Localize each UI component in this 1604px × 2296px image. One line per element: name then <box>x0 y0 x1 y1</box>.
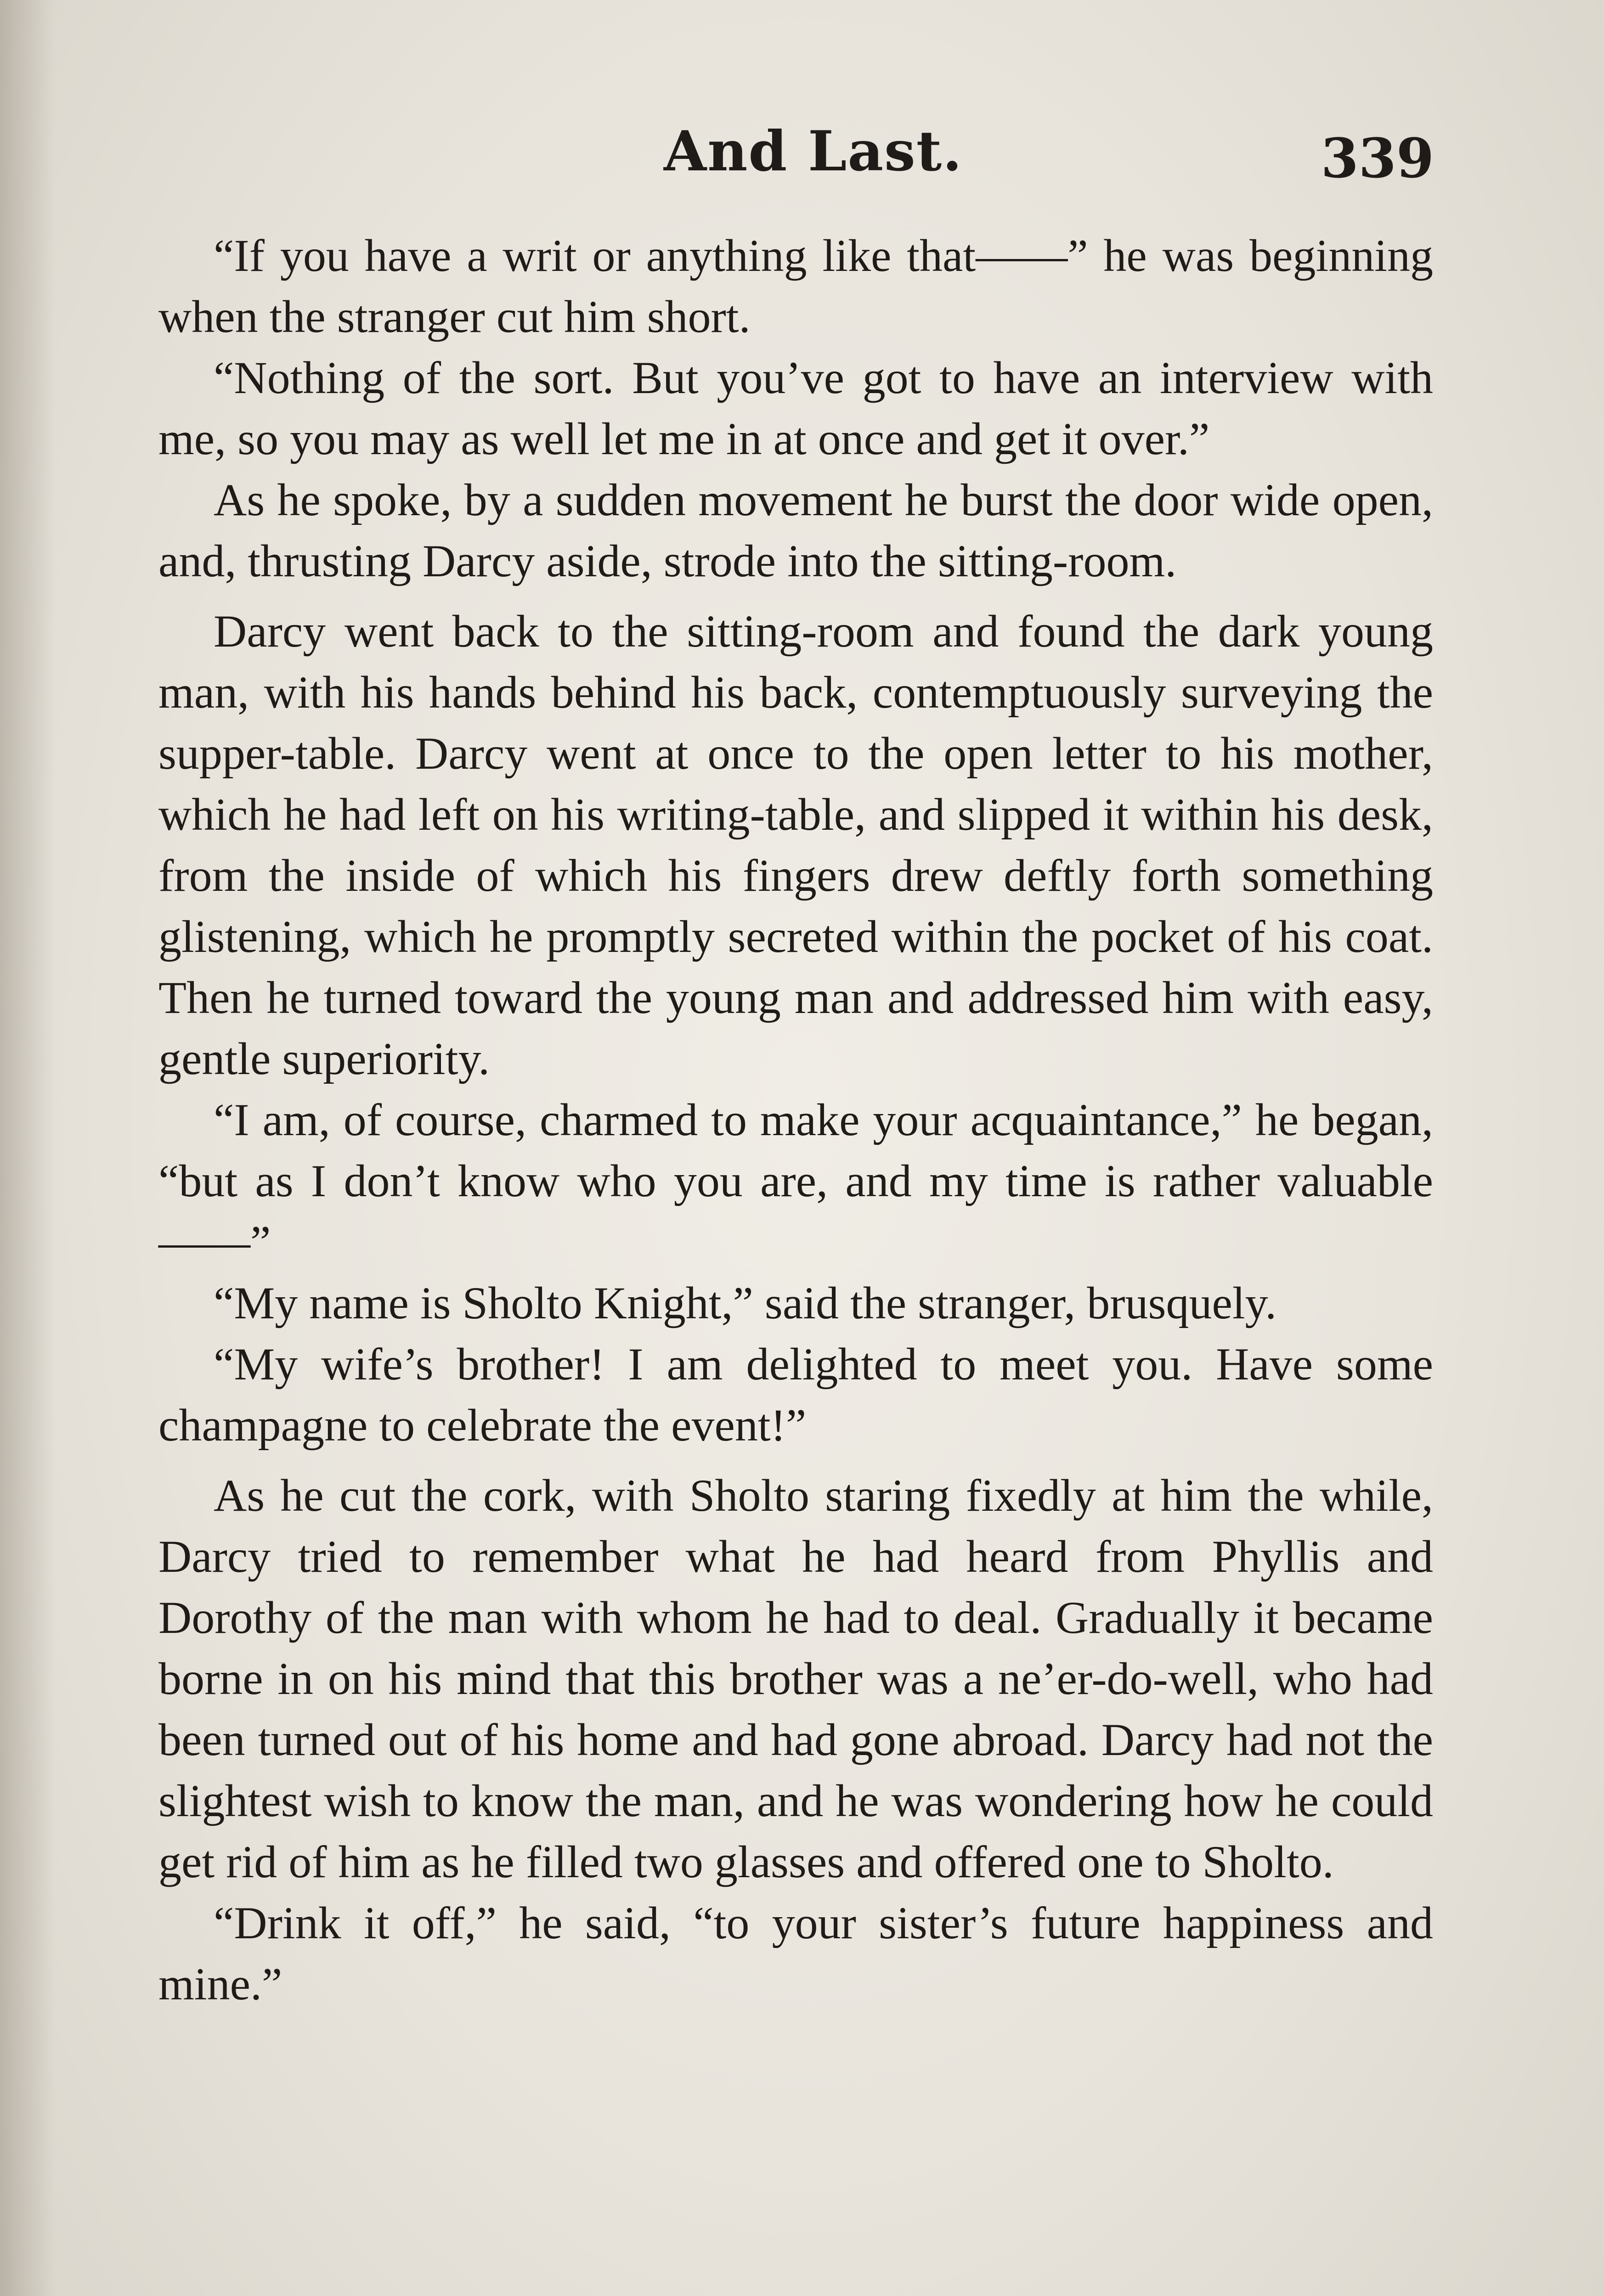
paragraph: As he cut the cork, with Sholto staring fixedly at him the while, Darcy tried to remember what he had heard from Phyllis and Dorothy of the man with whom he had to deal. Gradually it became borne in on his mind that this brother was a ne’er-do-well, who had been turned out of his home and had gone abroad. Darcy had not the slightest wish to know the man, and he was wondering how he could get rid of him as he filled two glasses and offered one to Sholto. <box>158 1470 1433 1887</box>
paragraph: As he spoke, by a sudden movement he burst the door wide open, and, thrusting Darcy aside, strode into the sitting-room. <box>158 474 1433 586</box>
paragraph: “Drink it off,” he said, “to your sister’s future happiness and mine.” <box>158 1897 1433 2009</box>
paragraph: Darcy went back to the sitting-room and found the dark young man, with his hands behind his back, contemptuously surveying the supper-table. Darcy went at once to the open letter to his mother, which he had left on his writing-table, and slipped it within his desk, from the inside of which his fingers drew deftly forth something glistening, which he promptly secreted within the pocket of his coat. Then he turned toward the young man and addressed him with easy, gentle superiority. <box>158 606 1433 1084</box>
paragraph: “I am, of course, charmed to make your acquaintance,” he began, “but as I don’t know who you are, and my time is rather valuable——” <box>158 1094 1433 1267</box>
page-number: 339 <box>1321 126 1434 190</box>
chapter-title: And Last. <box>664 119 963 184</box>
paragraph: “My wife’s brother! I am delighted to meet you. Have some champagne to celebrate the event!” <box>158 1339 1433 1451</box>
paragraph: “Nothing of the sort. But you’ve got to have an interview with me, so you may as well let me in at once and get it over.” <box>158 352 1433 464</box>
page-edge-shadow <box>0 0 55 2296</box>
paragraph: “If you have a writ or anything like that——” he was beginning when the stranger cut him short. <box>158 230 1433 342</box>
body-text <box>158 225 1433 2015</box>
paragraph: “My name is Sholto Knight,” said the stranger, brusquely. <box>214 1277 1277 1328</box>
running-head <box>0 115 1604 188</box>
